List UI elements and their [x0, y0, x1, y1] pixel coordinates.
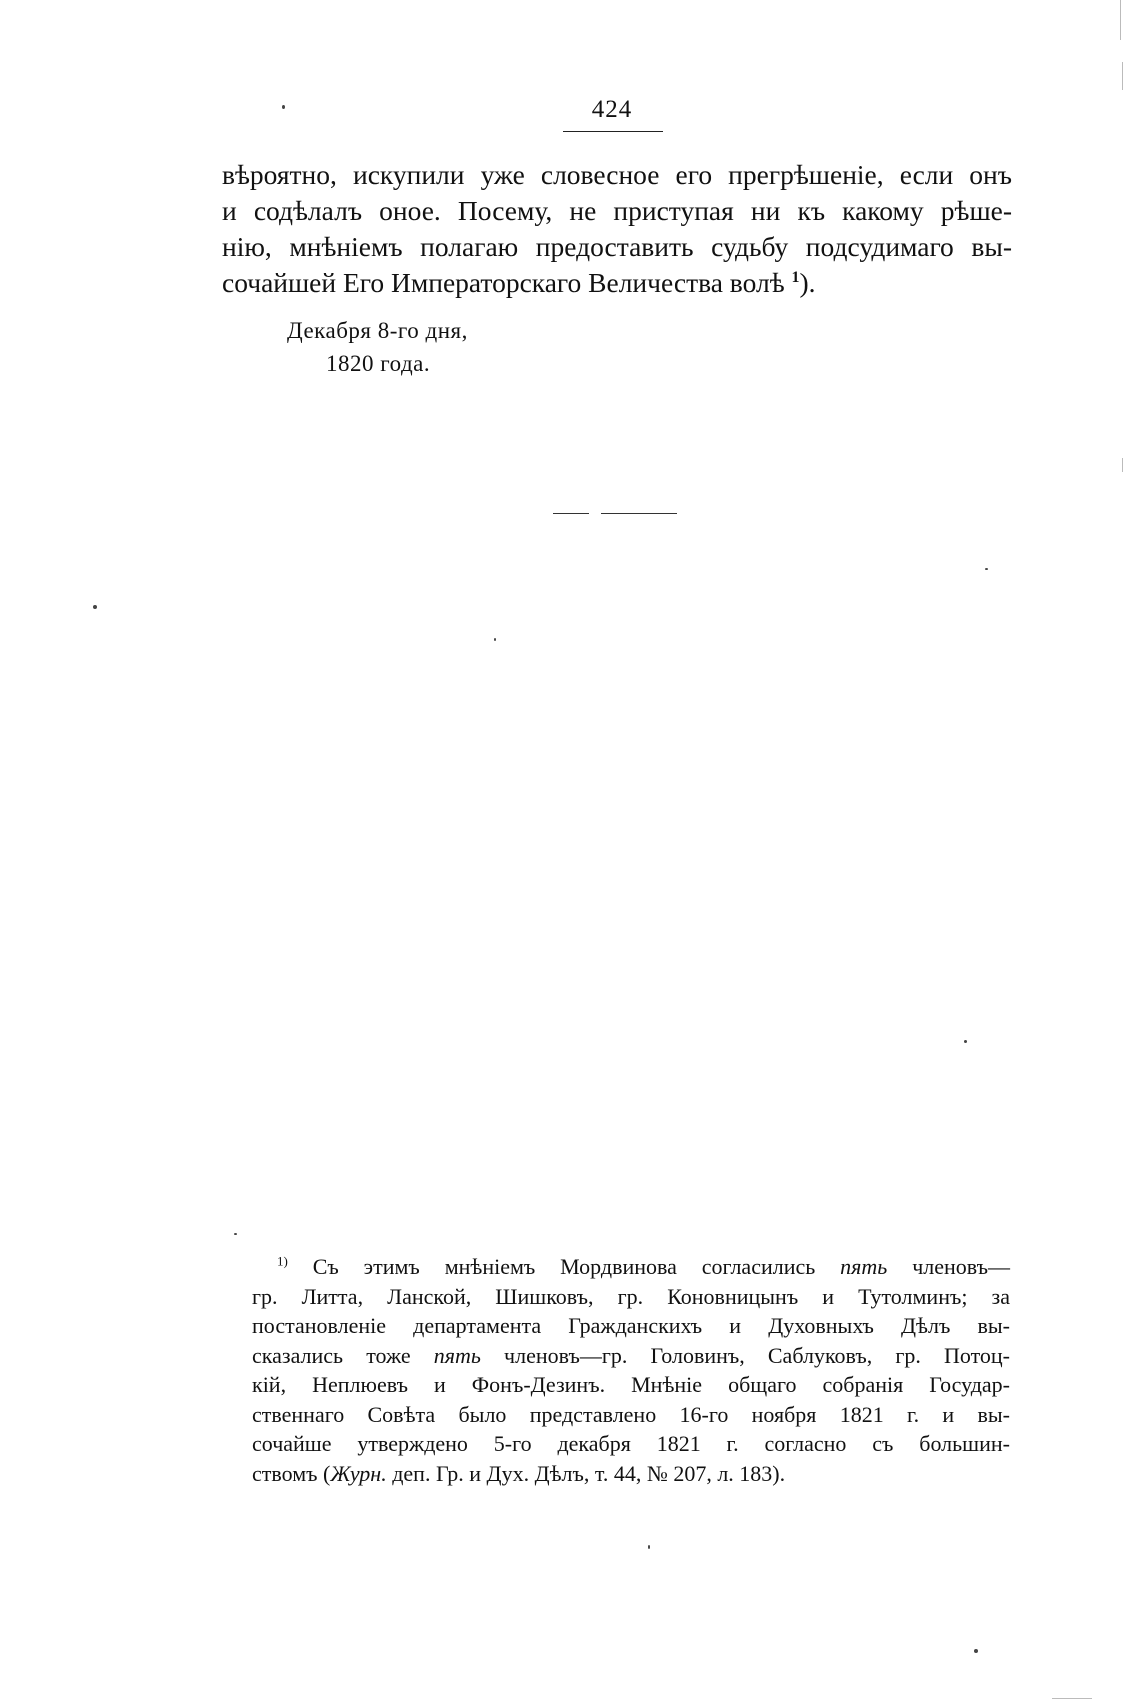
footnote-line-1-emphasis: пять [840, 1254, 888, 1279]
footnote-line-5: кій, Неплюевъ и Фонъ-Дезинъ. Мнѣніе общаго собранія Государ- [252, 1372, 1010, 1397]
paragraph-line-4-text: сочайшей Его Императорскаго Величества волѣ [222, 267, 785, 298]
footnote-line-7: сочайше утверждено 5-го декабря 1821 г. согласно съ большин- [252, 1431, 1010, 1456]
footnote-line-1-b: членовъ— [912, 1254, 1010, 1279]
scan-speck [985, 568, 988, 570]
footnote-line-8-emphasis: Журн. [330, 1460, 387, 1486]
scan-speck [964, 1040, 967, 1043]
footnote [252, 1252, 1010, 1488]
paragraph-line-4-tail: ). [799, 267, 816, 298]
footnote-line-8-b: деп. Гр. и Дух. Дѣлъ, т. 44, № 207, л. 183). [392, 1460, 786, 1486]
section-divider-left [553, 513, 589, 514]
footnote-line-4-a: сказались тоже [252, 1342, 411, 1368]
scan-edge-mark [1120, 0, 1121, 40]
footnote-reference: 1 [791, 268, 800, 286]
scan-speck [648, 1545, 650, 1549]
footnote-line-4-b: членовъ—гр. Головинъ, Саблуковъ, гр. Потоц- [504, 1342, 1011, 1368]
footnote-line-4-emphasis: пять [433, 1342, 481, 1368]
paragraph-line-4 [222, 265, 1012, 301]
paragraph-line-1: вѣроятно, искупили уже словесное его прегрѣшеніе, если онъ [222, 159, 1012, 190]
footnote-line-4 [252, 1341, 1010, 1371]
scan-edge-mark [1122, 458, 1123, 472]
paragraph-line-3: нію, мнѣніемъ полагаю предоставить судьбу подсудимаго вы- [222, 231, 1012, 262]
footnote-line-6: ственнаго Совѣта было представлено 16-го ноября 1821 г. и вы- [252, 1401, 1010, 1427]
page-number-rule [563, 131, 663, 132]
scan-edge-mark [1052, 1698, 1092, 1699]
page-number: 424 [591, 96, 633, 123]
footnote-line-1-a: Съ этимъ мнѣніемъ Мордвинова согласились [312, 1254, 816, 1279]
paragraph-line-2: и содѣлалъ оное. Посему, не приступая ни къ какому рѣше- [222, 195, 1012, 226]
footnote-line-3: постановленіе департамента Гражданскихъ и Духовныхъ Дѣлъ вы- [252, 1313, 1010, 1338]
footnote-mark: 1) [277, 1253, 288, 1269]
footnote-line-2: гр. Литта, Ланской, Шишковъ, гр. Коновницынъ и Тутолминъ; за [252, 1283, 1010, 1309]
section-divider-right [601, 513, 677, 514]
scan-speck [282, 105, 285, 109]
footnote-line-1 [252, 1252, 1010, 1282]
main-paragraph [222, 157, 1012, 301]
footnote-line-8 [252, 1459, 1010, 1489]
signature-date: Декабря 8-го дня, [287, 318, 468, 343]
scan-speck [234, 1233, 237, 1235]
footnote-line-8-a: ствомъ ( [252, 1460, 331, 1486]
scan-speck [93, 605, 97, 609]
signature-year: 1820 года. [326, 351, 431, 376]
scan-speck [494, 638, 496, 641]
scan-speck [974, 1649, 978, 1653]
scan-edge-mark [1122, 62, 1123, 90]
